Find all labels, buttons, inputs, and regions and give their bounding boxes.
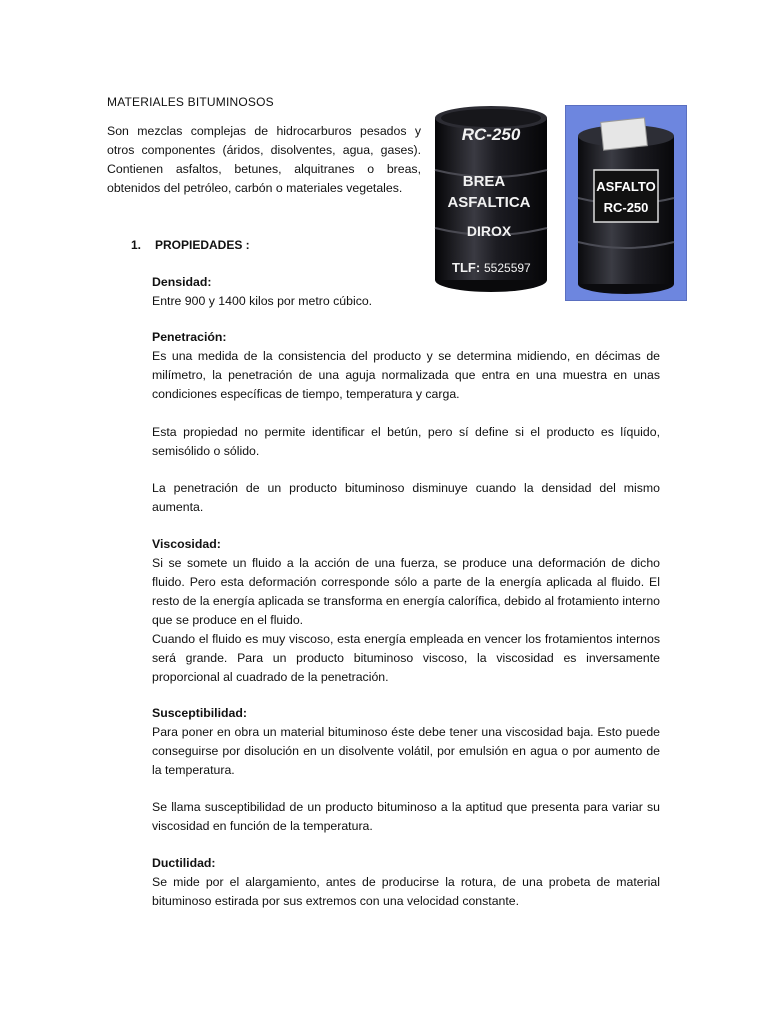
susceptibilidad-para-2 bbox=[152, 798, 660, 836]
section-label: PROPIEDADES : bbox=[155, 238, 250, 252]
asfalto-barrel-image bbox=[566, 106, 686, 300]
barrel-a-brea-text: BREA bbox=[462, 173, 506, 190]
penetracion-text-2: Esta propiedad no permite identificar el betún, pero sí define si el producto es líquido, semisólido o sólido. bbox=[152, 425, 660, 458]
susceptibilidad-text-2: Se llama susceptibilidad de un producto bituminoso a la aptitud que presenta para variar su viscosidad en función de la temperatura. bbox=[152, 800, 660, 833]
densidad-heading: Densidad: bbox=[152, 275, 212, 289]
document-title: MATERIALES BITUMINOSOS bbox=[107, 95, 274, 109]
barrel-a-dirox-text: DIROX bbox=[466, 223, 512, 239]
brea-asfaltica-barrel-image bbox=[432, 104, 550, 294]
barrel-a-asfaltica-text: ASFALTICA bbox=[447, 194, 531, 211]
penetracion-para-2 bbox=[152, 423, 660, 461]
ductilidad-block bbox=[152, 854, 660, 911]
penetracion-block bbox=[152, 328, 660, 404]
ductilidad-heading: Ductilidad: bbox=[152, 856, 216, 870]
susceptibilidad-block bbox=[152, 704, 660, 780]
susceptibilidad-text-1: Para poner en obra un material bituminoso éste debe tener una viscosidad baja. Esto puede conseguirse por disolución en un disolvente volátil, por emulsión en agua o por aumento de la temperatura. bbox=[152, 725, 660, 777]
intro-paragraph: Son mezclas complejas de hidrocarburos pesados y otros componentes (áridos, disolventes, agua, gases). Contienen asfaltos, betunes, alquitranes o breas, obtenidos del petróleo, carbón o materiales vegetales. bbox=[107, 124, 421, 195]
penetracion-text-3: La penetración de un producto bituminoso disminuye cuando la densidad del mismo aumenta. bbox=[152, 481, 660, 514]
ductilidad-text: Se mide por el alargamiento, antes de producirse la rotura, de una probeta de material bituminoso estirada por sus extremos con una velocidad constante. bbox=[152, 875, 660, 908]
section-number: 1. bbox=[131, 238, 142, 252]
barrel-a-code-text: RC-250 bbox=[461, 125, 521, 144]
barrel-a-phone-text: 5525597 bbox=[484, 261, 531, 275]
barrel-b-asfalto-text: ASFALTO bbox=[596, 179, 656, 194]
densidad-text: Entre 900 y 1400 kilos por metro cúbico. bbox=[152, 294, 373, 308]
viscosidad-heading: Viscosidad: bbox=[152, 537, 221, 551]
viscosidad-text-2: Cuando el fluido es muy viscoso, esta energía empleada en vencer los frotamientos internos será grande. Para un producto bituminoso viscoso, la viscosidad es inversamente proporcional al cuadrado de la penetración. bbox=[152, 632, 660, 684]
asfalto-barrel-image-frame bbox=[565, 105, 687, 301]
section-heading-propiedades bbox=[131, 238, 250, 252]
barrel-a-tlf-text: TLF: bbox=[452, 260, 481, 275]
penetracion-para-3 bbox=[152, 479, 660, 517]
densidad-block bbox=[152, 273, 660, 311]
susceptibilidad-heading: Susceptibilidad: bbox=[152, 706, 247, 720]
viscosidad-text-1: Si se somete un fluido a la acción de una fuerza, se produce una deformación de dicho fluido. Pero esta deformación corresponde sólo a parte de la energía aplicada al fluido. El resto de la energía aplicada se transforma en energía calorífica, debido al frotamiento interno que se produce en el fluido. bbox=[152, 556, 660, 627]
viscosidad-block bbox=[152, 535, 660, 687]
penetracion-heading: Penetración: bbox=[152, 330, 227, 344]
barrel-b-code-text: RC-250 bbox=[603, 200, 649, 215]
penetracion-text-1: Es una medida de la consistencia del producto y se determina midiendo, en décimas de milímetro, la penetración de una aguja normalizada que entra en una muestra en unas condiciones específicas de tiempo, temperatura y carga. bbox=[152, 349, 660, 401]
